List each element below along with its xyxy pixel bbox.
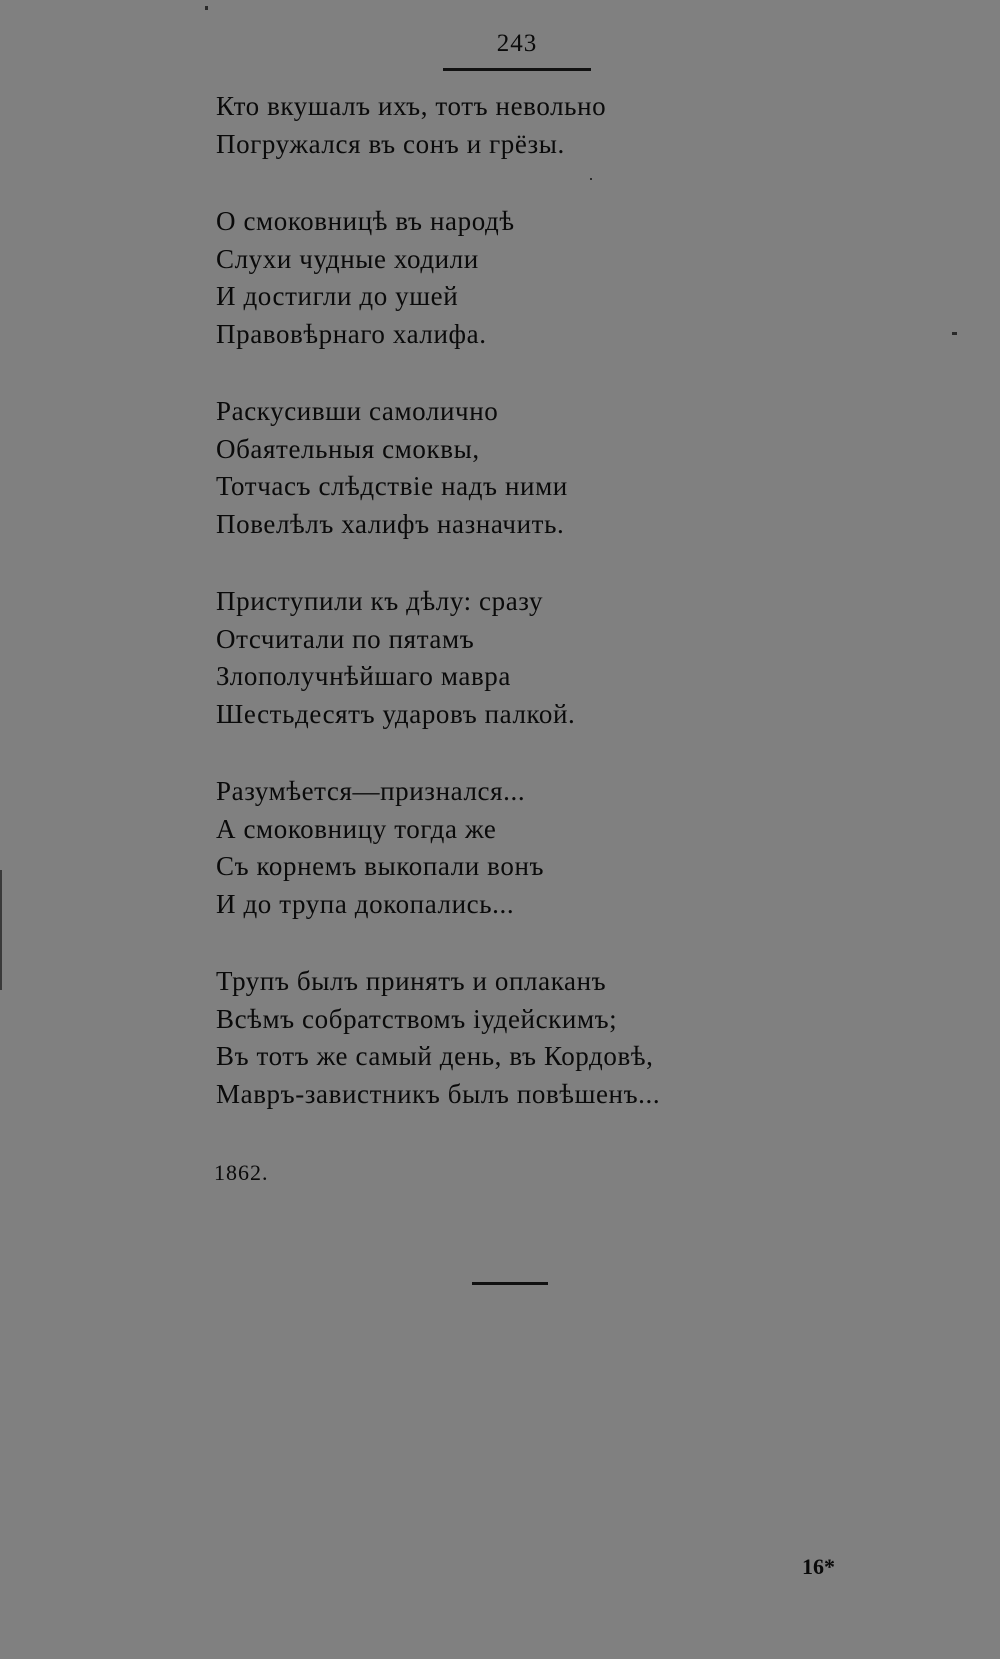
poem-line: Злополучнѣйшаго мавра: [216, 661, 511, 691]
poem-line: Приступили къ дѣлу: сразу: [216, 586, 544, 616]
page-number: 243: [496, 30, 538, 57]
signature-mark: 16*: [802, 1554, 835, 1579]
end-rule: [472, 1282, 548, 1285]
poem-line: Обаятельныя смоквы,: [216, 433, 480, 464]
poem-line: Разумѣется—признался...: [216, 776, 526, 806]
poem: [216, 88, 776, 1153]
scan-speck: [205, 6, 208, 10]
scan-speck: [952, 332, 957, 335]
poem-year: 1862.: [214, 1160, 269, 1185]
stanza: [216, 203, 776, 353]
stanza: [216, 583, 776, 733]
poem-line: И достигли до ушей: [216, 281, 459, 311]
poem-line: Тотчасъ слѣдствіе надъ ними: [216, 471, 568, 501]
poem-line: Повелѣлъ халифъ назначить.: [216, 508, 565, 539]
stanza: [216, 963, 776, 1113]
poem-line: Съ корнемъ выкопали вонъ: [216, 851, 545, 881]
poem-line: Отсчитали по пятамъ: [216, 623, 475, 654]
poem-line: Раскусивши самолично: [216, 396, 499, 426]
stanza: [216, 773, 776, 923]
header-rule: [443, 68, 591, 71]
poem-line: Правовѣрнаго халифа.: [216, 318, 487, 349]
scan-speck: [590, 178, 592, 180]
poem-line: А смоковницу тогда же: [216, 813, 497, 844]
poem-line: Шестьдесятъ ударовъ палкой.: [216, 698, 576, 729]
poem-line: Въ тотъ же самый день, въ Кордовѣ,: [216, 1041, 654, 1071]
poem-line: И до трупа докопались...: [216, 888, 515, 919]
edge-mark: [0, 870, 2, 990]
poem-line: Слухи чудные ходили: [216, 243, 479, 274]
poem-line: Трупъ былъ принятъ и оплаканъ: [216, 966, 607, 996]
stanza: [216, 393, 776, 543]
poem-line: О смоковницѣ въ народѣ: [216, 206, 515, 236]
poem-line: Кто вкушалъ ихъ, тотъ невольно: [216, 91, 607, 121]
poem-line: Мавръ-завистникъ былъ повѣшенъ...: [216, 1078, 661, 1109]
stanza: [216, 88, 776, 163]
poem-line: Всѣмъ собратствомъ іудейскимъ;: [216, 1003, 618, 1034]
poem-line: Погружался въ сонъ и грёзы.: [216, 128, 565, 159]
